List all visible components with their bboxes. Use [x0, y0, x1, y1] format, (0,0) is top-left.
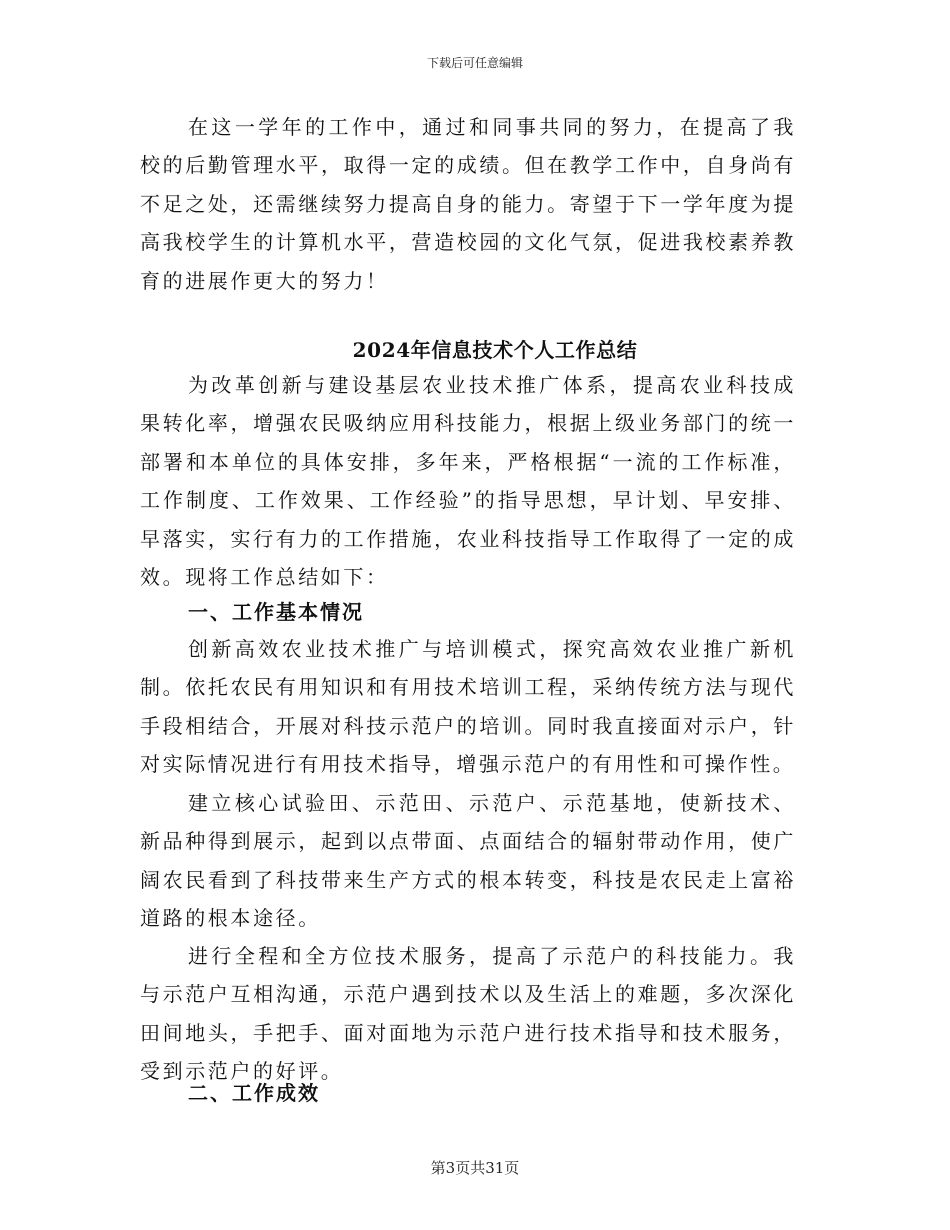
paragraph-intro: 为改革创新与建设基层农业技术推广体系，提高农业科技成果转化率，增强农民吸纳应用科技能力，根据上级业务部门的统一部署和本单位的具体安排，多年来，严格根据“一流的工作标准，工作制度、工作效果、工作经验”的指导思想，早计划、早安排、早落实，实行有力的工作措施，农业科技指导工作取得了一定的成效。现将工作总结如下：: [140, 373, 796, 590]
section-heading-basic: 一、工作基本情况: [188, 600, 364, 624]
section-heading-results: 二、工作成效: [188, 1081, 320, 1105]
page-footer: 第3页共31页: [430, 1159, 520, 1177]
page-header: 下载后可任意编辑: [426, 56, 523, 70]
document-title: 2024年信息技术个人工作总结: [352, 338, 638, 362]
paragraph-demo-fields: 建立核心试验田、示范田、示范户、示范基地，使新技术、新品种得到展示，起到以点带面、点面结合的辐射带动作用，使广阔农民看到了科技带来生产方式的根本转变，科技是农民走上富裕道路的根本途径。: [140, 791, 796, 931]
paragraph-training: 创新高效农业技术推广与培训模式，探究高效农业推广新机制。依托农民有用知识和有用技术培训工程，采纳传统方法与现代手段相结合，开展对科技示范户的培训。同时我直接面对示户，针对实际情况进行有用技术指导，增强示范户的有用性和可操作性。: [140, 637, 796, 777]
paragraph-conclusion: 在这一学年的工作中，通过和同事共同的努力，在提高了我校的后勤管理水平，取得一定的成绩。但在教学工作中，自身尚有不足之处，还需继续努力提高自身的能力。寄望于下一学年度为提高我校学生的计算机水平，营造校园的文化气氛，促进我校素养教育的进展作更大的努力！: [140, 115, 796, 293]
paragraph-services: 进行全程和全方位技术服务，提高了示范户的科技能力。我与示范户互相沟通，示范户遇到技术以及生活上的难题，多次深化田间地头，手把手、面对面地为示范户进行技术指导和技术服务，受到示范户的好评。: [140, 944, 796, 1084]
